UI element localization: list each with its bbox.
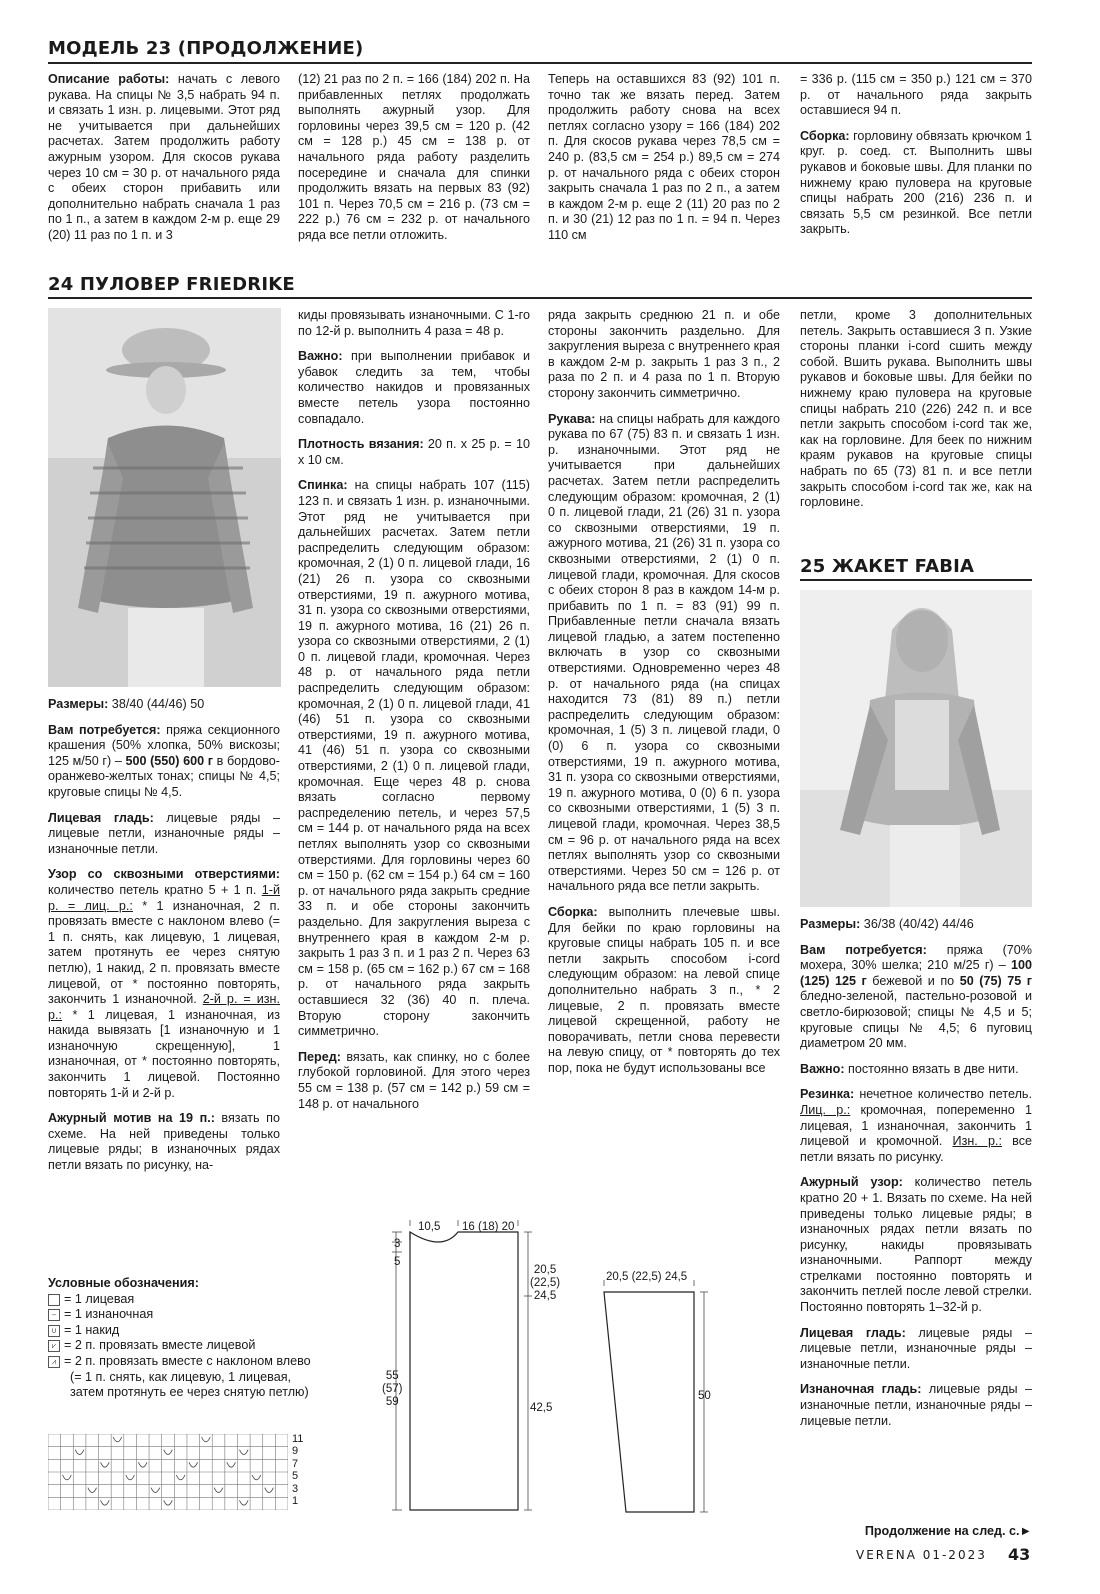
k2tog-symbol-icon: ⩗ bbox=[48, 1340, 60, 1352]
model25-column: Размеры: 36/38 (40/42) 44/46 Вам потребуется: пряжа (70% мохера, 30% шелка; 210 м/25 г) – 100 (125) 125 г бежевой и по 50 (75) 75 г бледно-зеленой, пастельно-розовой и светло-бирюзовой; спицы № 4,5 и 5; круговые спицы № 4,5; 6 пуговиц диаметром 20 мм. Важно: постоянно вязать в две нити. Резинка: нечетное количество петель. Лиц. р.: кромочная, попеременно 1 лицевая, 1 изнаночная, закончить 1 лицевой и кромочной. Изн. р.: все петли вязать по рисунку. Ажурный узор: количество петель кратно 20 + 1. Вязать по схеме. На ней приведены только лицевые ряды; в изнаночных рядах петли вязать по рисунку, накиды провязывать изнаночными. Раппорт между стрелками постоянно повторять и закончить петлей после левой стрелки. Постоянно повторять 1–32-й р. Лицевая гладь: лицевые ряды – лицевые петли, изнаночные ряды – изнаночные петли. Изнаночная гладь: лицевые ряды – изнаночные петли, изнаночные ряды – лицевые петли. bbox=[800, 917, 1033, 1428]
chart-stitch-mark bbox=[164, 1500, 173, 1505]
work-description-text: начать с левого рукава. На спицы № 3,5 набрать 94 п. и связать 1 изн. р. лицевыми. Этот ряд не учитывается при дальнейших расчетах. Затем продолжить работу ажурным узором. Для скосов рукава через 10 см = 30 р. от начального ряда с обеих сторон прибавить или дополнительно набрать сначала 1 раз по 1 п., а затем в каждом 2-м р. еще 29 (20) 11 раз по 1 п. и 3 bbox=[48, 72, 280, 242]
schematic-neck-b: 5 bbox=[394, 1256, 401, 1268]
model24-column-4: петли, кроме 3 дополнительных петель. Закрыть оставшиеся 3 п. Узкие стороны планки i-cord сшить между собой. Вшить рукава. Выполнить швы рукавов и боковые швы. Для бейки по нижнему краю пуловера на круговые спицы набрать 210 (226) 242 п. и все петли закрыть способом i-cord так же, как на горловине. Для беек по нижним краям рукавов на круговые спицы набрать по 65 (73) 81 п. и все петли закрыть способом i-cord так же, как на горловине. bbox=[800, 308, 1032, 510]
back-label: Спинка: bbox=[298, 478, 348, 493]
section-24-title: 24 ПУЛОВЕР FRIEDRIKE bbox=[48, 274, 295, 295]
work-description-label: Описание работы: bbox=[48, 72, 170, 86]
yarn-over-symbol-icon: ∪ bbox=[48, 1325, 60, 1337]
chart-stitch-mark bbox=[113, 1437, 122, 1442]
model23-text-3: Теперь на оставшихся 83 (92) 101 п. точно так же вязать перед. Затем продолжить работу снова на всех петлях согласно узору = 166 (184) 202 п. Для скосов рукава через 78,5 см = 240 р. (83,5 см = 254 р.) 89,5 см = 274 р. от начального ряда с обеих сторон закрыть сначала 1 раз по 2 п., а затем в каждом 2-м р. еще 2 (11) 20 раз по 2 п. и 30 (21) 12 раз по 1 п. = 94 п. Через 110 см bbox=[548, 72, 780, 242]
model23-text-4: = 336 р. (115 см = 350 р.) 121 см = 370 р. от начального ряда закрыть оставшиеся 94 п. bbox=[800, 72, 1032, 118]
eyelet-pattern-label: Узор со сквозными отверстиями: bbox=[48, 867, 280, 882]
section-25-title: 25 ЖАКЕТ FABIA bbox=[800, 556, 975, 577]
assembly-label: Сборка: bbox=[800, 128, 850, 143]
reverse-stockinette-label: Изнаночная гладь: bbox=[800, 1382, 922, 1397]
sizes-text: 38/40 (44/46) 50 bbox=[108, 697, 205, 711]
model23-column-4 bbox=[800, 72, 1032, 248]
front-label: Перед: bbox=[298, 1049, 341, 1064]
chart-stitch-mark bbox=[138, 1462, 147, 1467]
schematic-top-left: 10,5 bbox=[418, 1221, 441, 1233]
schematic-side: 42,5 bbox=[530, 1402, 553, 1414]
chart-stitch-mark bbox=[151, 1488, 160, 1493]
chart-stitch-mark bbox=[176, 1475, 185, 1480]
model24-column-2: киды провязывать изнаночными. С 1-го по 12-й р. выполнить 4 раза = 48 р. Важно: при выполнении прибавок и убавок следить за тем, чтобы количество накидов и провязанных вместе петель узора постоянно совпадало. Плотность вязания: 20 п. х 25 р. = 10 х 10 см. Спинка: на спицы набрать 107 (115) 123 п. и связать 1 изн. р. изнаночными. Этот ряд не учитывается при дальнейших расчетах. Затем петли распределить следующим образом: кромочная, 2 (1) 0 п. лицевой глади, 16 (21) 26 п. узора со сквозными отверстиями, 19 п. ажурного мотива, 31 п. узора со сквозными отверстиями, 19 п. ажурного мотива, 16 (21) 26 п. узора со сквозными отверстиями, 2 (1) 0 п. лицевой глади, кромочная. Через 48 р. от начального ряда петли распределить следующим образом: кромочная, 2 (1) 0 п. лицевой глади, 41 (46) 51 п. узора со сквозными отверстиями, 19 п. ажурного мотива, 41 (46) 51 п. узора со сквозными отверстиями, 2 (1) 0 п. лицевой глади, кромочная. Еще через 48 р. снова вязать согласно первому распределению петель, и через 57,5 см = 144 р. от начального ряда на всех петлях выполнять узор со сквозными отверстиями. Для горловины через 60 см = 150 р. (62 см = 154 р.) 64 см = 160 р. от начального ряда закрыть средние 33 п. и обе стороны закончить раздельно. Для закругления выреза с внутреннего края в каждом 2-м р. закрыть 1 раз 3 п. и 1 раз 2 п. Через 63 см = 158 р. (65 см = 162 р.) 67 см = 168 р. от начального ряда закрыть оставшиеся 32 (36) 40 п. плеча. Вторую сторону закончить симметрично. Перед: вязать, как спинку, но с более глубокой горловиной. Для этого через 55 см = 138 р. (57 см = 142 р.) 59 см = 148 р. от начального bbox=[298, 308, 530, 1111]
ssk-symbol-icon: ⩘ bbox=[48, 1356, 60, 1368]
chart-stitch-mark bbox=[126, 1475, 135, 1480]
symbol-legend: Условные обозначения: = 1 лицевая – = 1 изнаночная ∪ = 1 накид ⩗ = 2 п. провязать вместе лицевой ⩘ = 2 п. провязать вместе с наклоном влево (= 1 п. снять, как лицевую, 1 лицевая, затем протянуть ее через снятую петлю) bbox=[48, 1276, 348, 1401]
continued-note: Продолжение на след. с.► bbox=[864, 1524, 1032, 1538]
ribbing-label: Резинка: bbox=[800, 1087, 855, 1102]
schematic-length: 55 (57) 59 bbox=[382, 1370, 403, 1408]
purl-symbol-icon: – bbox=[48, 1309, 60, 1321]
model23-column-3 bbox=[548, 72, 780, 254]
gauge-label: Плотность вязания: bbox=[298, 437, 424, 452]
chart-stitch-mark bbox=[214, 1488, 223, 1493]
sleeve-schematic bbox=[586, 1262, 716, 1532]
chart-stitch-mark bbox=[75, 1450, 84, 1455]
important-25-label: Важно: bbox=[800, 1061, 845, 1076]
chart-stitch-mark bbox=[252, 1475, 261, 1480]
chart-stitch-mark bbox=[63, 1475, 72, 1480]
knit-symbol-icon bbox=[48, 1294, 60, 1306]
page-number: 43 bbox=[1008, 1545, 1031, 1564]
important-label: Важно: bbox=[298, 349, 343, 364]
model24-column-1: Размеры: 38/40 (44/46) 50 Вам потребуется: пряжа секционного крашения (50% хлопка, 50% вискозы; 125 м/50 г) – 500 (550) 600 г в бордово-оранжево-желтых тонах; спицы № 4,5; круговые спицы № 4,5. Лицевая гладь: лицевые ряды – лицевые петли, изнаночные ряды – изнаночные петли. Узор со сквозными отверстиями: количество петель кратно 5 + 1 п. 1-й р. = лиц. р.: * 1 изнаночная, 2 п. провязать вместе с наклоном влево (= 1 п. снять, как лицевую, 1 лицевая, затем протянуть ее через снятую петлю), 1 накид, 2 п. провязать вместе лицевой, от * постоянно повторять, закончить 1 изнаночной. 2-й р. = изн. р.: * 1 лицевая, 1 изнаночная, из накида вывязать [1 изнаночную и 1 изнаночную скрещенную], 1 изнаночная, от * постоянно повторять, закончить 1 лицевой. Постоянно повторять 1-й и 2-й р. Ажурный мотив на 19 п.: вязать по схеме. На ней приведены только лицевые ряды; в изнаночных рядах петли вязать по рисунку, на- bbox=[48, 697, 280, 1173]
section-25-rule bbox=[800, 579, 1032, 581]
openwork-25-label: Ажурный узор: bbox=[800, 1175, 903, 1190]
model24-column-3: ряда закрыть среднюю 21 п. и обе стороны закончить раздельно. Для закругления выреза с внутреннего края в каждом 2-м р. закрыть 1 раз 3 п., 2 раза по 2 п. и 4 раза по 1 п. Вторую сторону закончить симметрично. Рукава: на спицы набрать для каждого рукава по 67 (75) 83 п. и связать 1 изн. р. изнаночными. Этот ряд не учитывается при дальнейших расчетах. Затем петли распределить следующим образом: кромочная, 2 (1) 0 п. лицевой глади, 21 (26) 31 п. узора со сквозными отверстиями, 19 п. ажурного мотива, 21 (26) 31 п. узора со сквозными отверстиями, 2 (1) 0 п. лицевой глади, кромочная. Для скосов с обеих сторон 8 раз в каждом 14-м р. прибавить по 1 п. = 83 (91) 99 п. Прибавленные петли сначала вязать лицевой гладью, а затем постепенно включать в узор со сквозными отверстиями. Одновременно через 48 р. от начального ряда (на спицах находится 73 (81) 89 п.) петли распределить следующим образом: кромочная, 1 (5) 3 п. лицевой глади, 0 (0) 6 п. узора со сквозными отверстиями, 19 п. ажурного мотива, 31 п. узора со сквозными отверстиями, 19 п. ажурного мотива, 0 (0) 6 п. узора со сквозными отверстиями, 1 (5) 3 п. лицевой глади, кромочная. Через 38,5 см = 96 р. от начального ряда на всех петлях выполнять узор со сквозными отверстиями. Через 50 см = 126 р. от начального ряда все петли закрыть. Сборка: выполнить плечевые швы. Для бейки по краю горловины на круговые спицы набрать 105 п. и все петли закрыть способом i-cord следующим образом: на левой спице дополнительно набрать 3 п., * 2 лицевые, 2 п. провязать вместе лицевой скрещенной, работу не поворачивать, петли снова перевести на левую спицу, от * повторять до тех пор, пока не будут использованы все bbox=[548, 308, 780, 1075]
chart-stitch-mark bbox=[88, 1488, 97, 1493]
yarn-amount: 500 (550) 600 г bbox=[125, 753, 214, 768]
sleeve-length: 50 bbox=[698, 1390, 711, 1402]
section-24-rule bbox=[48, 297, 1032, 299]
sizes-25-label: Размеры: bbox=[800, 917, 861, 931]
chart-stitch-mark bbox=[164, 1450, 173, 1455]
header-rule bbox=[48, 62, 1032, 64]
page-title: МОДЕЛЬ 23 (ПРОДОЛЖЕНИЕ) bbox=[48, 38, 364, 59]
chart-stitch-mark bbox=[101, 1462, 110, 1467]
chart-stitch-mark bbox=[101, 1500, 110, 1505]
chart-stitch-mark bbox=[265, 1488, 274, 1493]
stitch-chart bbox=[48, 1434, 288, 1510]
chart-stitch-mark bbox=[189, 1462, 198, 1467]
materials-25-label: Вам потребуется: bbox=[800, 942, 927, 957]
chart-stitch-mark bbox=[239, 1450, 248, 1455]
schematic-neck-a: 3 bbox=[394, 1238, 401, 1250]
model23-column-1 bbox=[48, 72, 280, 254]
materials-label: Вам потребуется: bbox=[48, 722, 161, 737]
legend-title: Условные обозначения: bbox=[48, 1276, 199, 1290]
sleeve-width: 20,5 (22,5) 24,5 bbox=[606, 1271, 688, 1283]
jacket-photo bbox=[800, 590, 1032, 907]
sizes-label: Размеры: bbox=[48, 697, 109, 711]
chart-stitch-mark bbox=[227, 1462, 236, 1467]
stockinette-label: Лицевая гладь: bbox=[48, 810, 154, 825]
lace-motif-label: Ажурный мотив на 19 п.: bbox=[48, 1111, 215, 1126]
model23-text-2: (12) 21 раз по 2 п. = 166 (184) 202 п. На прибавленных петлях продолжать выполнять ажурный узор. Для горловины через 39,5 см = 120 р. (42 см = 128 р.) 45 см = 138 р. от начального ряда работу разделить посередине и сначала для спинки продолжить вязать на первых 83 (92) 101 п. Через 70,5 см = 216 р. (73 см = 222 р.) 76 см = 232 р. от начального ряда все петли отложить. bbox=[298, 72, 530, 242]
model23-column-2 bbox=[298, 72, 530, 254]
chart-stitch-mark bbox=[239, 1500, 248, 1505]
chart-stitch-mark bbox=[202, 1437, 211, 1442]
magazine-issue: VERENA 01-2023 bbox=[856, 1548, 987, 1562]
assembly-text: горловину обвязать крючком 1 круг. р. соед. ст. Выполнить швы рукавов и боковые швы. Для планки по нижнему краю пуловера на круговые спицы набрать 200 (216) 236 п. и связать 5,5 см резинкой. Все петли закрыть. bbox=[800, 128, 1032, 237]
pullover-photo bbox=[48, 308, 281, 687]
schematic-armhole: 20,5 (22,5) 24,5 bbox=[530, 1264, 561, 1302]
stockinette-25-label: Лицевая гладь: bbox=[800, 1325, 906, 1340]
assembly-24-label: Сборка: bbox=[548, 904, 598, 919]
chart-row-numbers: 11 9 7 5 3 1 bbox=[292, 1433, 304, 1508]
sleeves-label: Рукава: bbox=[548, 411, 596, 426]
schematic-top-right: 16 (18) 20 bbox=[462, 1221, 515, 1233]
